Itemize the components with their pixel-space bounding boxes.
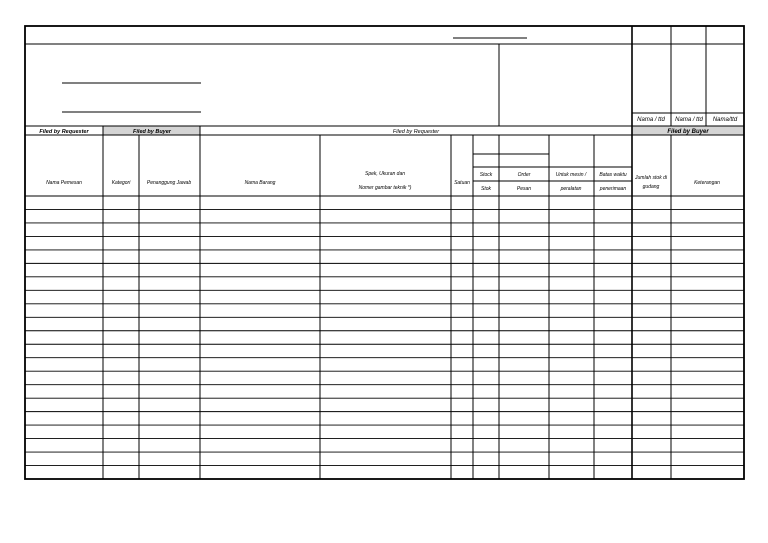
column-header-batas-waktu: Batas waktu <box>599 172 627 178</box>
filed-by-requester-label: Filed by Requester <box>39 129 89 135</box>
column-header-stock: Stok <box>480 186 492 192</box>
filed-by-requester-label: Filed by Requester <box>392 129 440 135</box>
column-header-order: Order <box>517 172 531 178</box>
filed-by-buyer-label: Filed by Buyer <box>667 129 709 135</box>
column-header-penanggung-jawab: Penanggung Jawab <box>146 180 192 186</box>
column-header-untuk-mesin: peralatan <box>560 186 582 192</box>
column-header-nama-barang: Nama Barang <box>244 180 276 186</box>
column-header-untuk-mesin: Untuk mesin / <box>555 172 587 178</box>
column-header-order: Pesan <box>516 186 532 192</box>
column-header-jumlah-stok: gudang <box>642 184 660 190</box>
column-header-kategori: Kategori <box>111 180 131 186</box>
column-header-stock: Stock <box>479 172 493 178</box>
column-header-satuan: Satuan <box>454 180 470 186</box>
signature-label: Nama/ttd <box>712 117 738 123</box>
form-frame <box>25 26 744 479</box>
column-header-spek: Nomer gambar teknik *) <box>358 185 412 191</box>
signature-label: Nama / ttd <box>675 117 703 123</box>
filed-by-buyer-label: Filed by Buyer <box>133 129 171 135</box>
column-header-spek: Spek, Ukuran dan <box>364 171 406 177</box>
column-header-nama-pemesan: Nama Pemesan <box>46 180 82 186</box>
column-header-batas-waktu: penerimaan <box>599 186 627 192</box>
column-header-jumlah-stok: Jumlah stok di <box>635 175 667 181</box>
signature-label: Nama / ttd <box>637 117 665 123</box>
column-header-keterangan: Keterangan <box>694 180 720 186</box>
